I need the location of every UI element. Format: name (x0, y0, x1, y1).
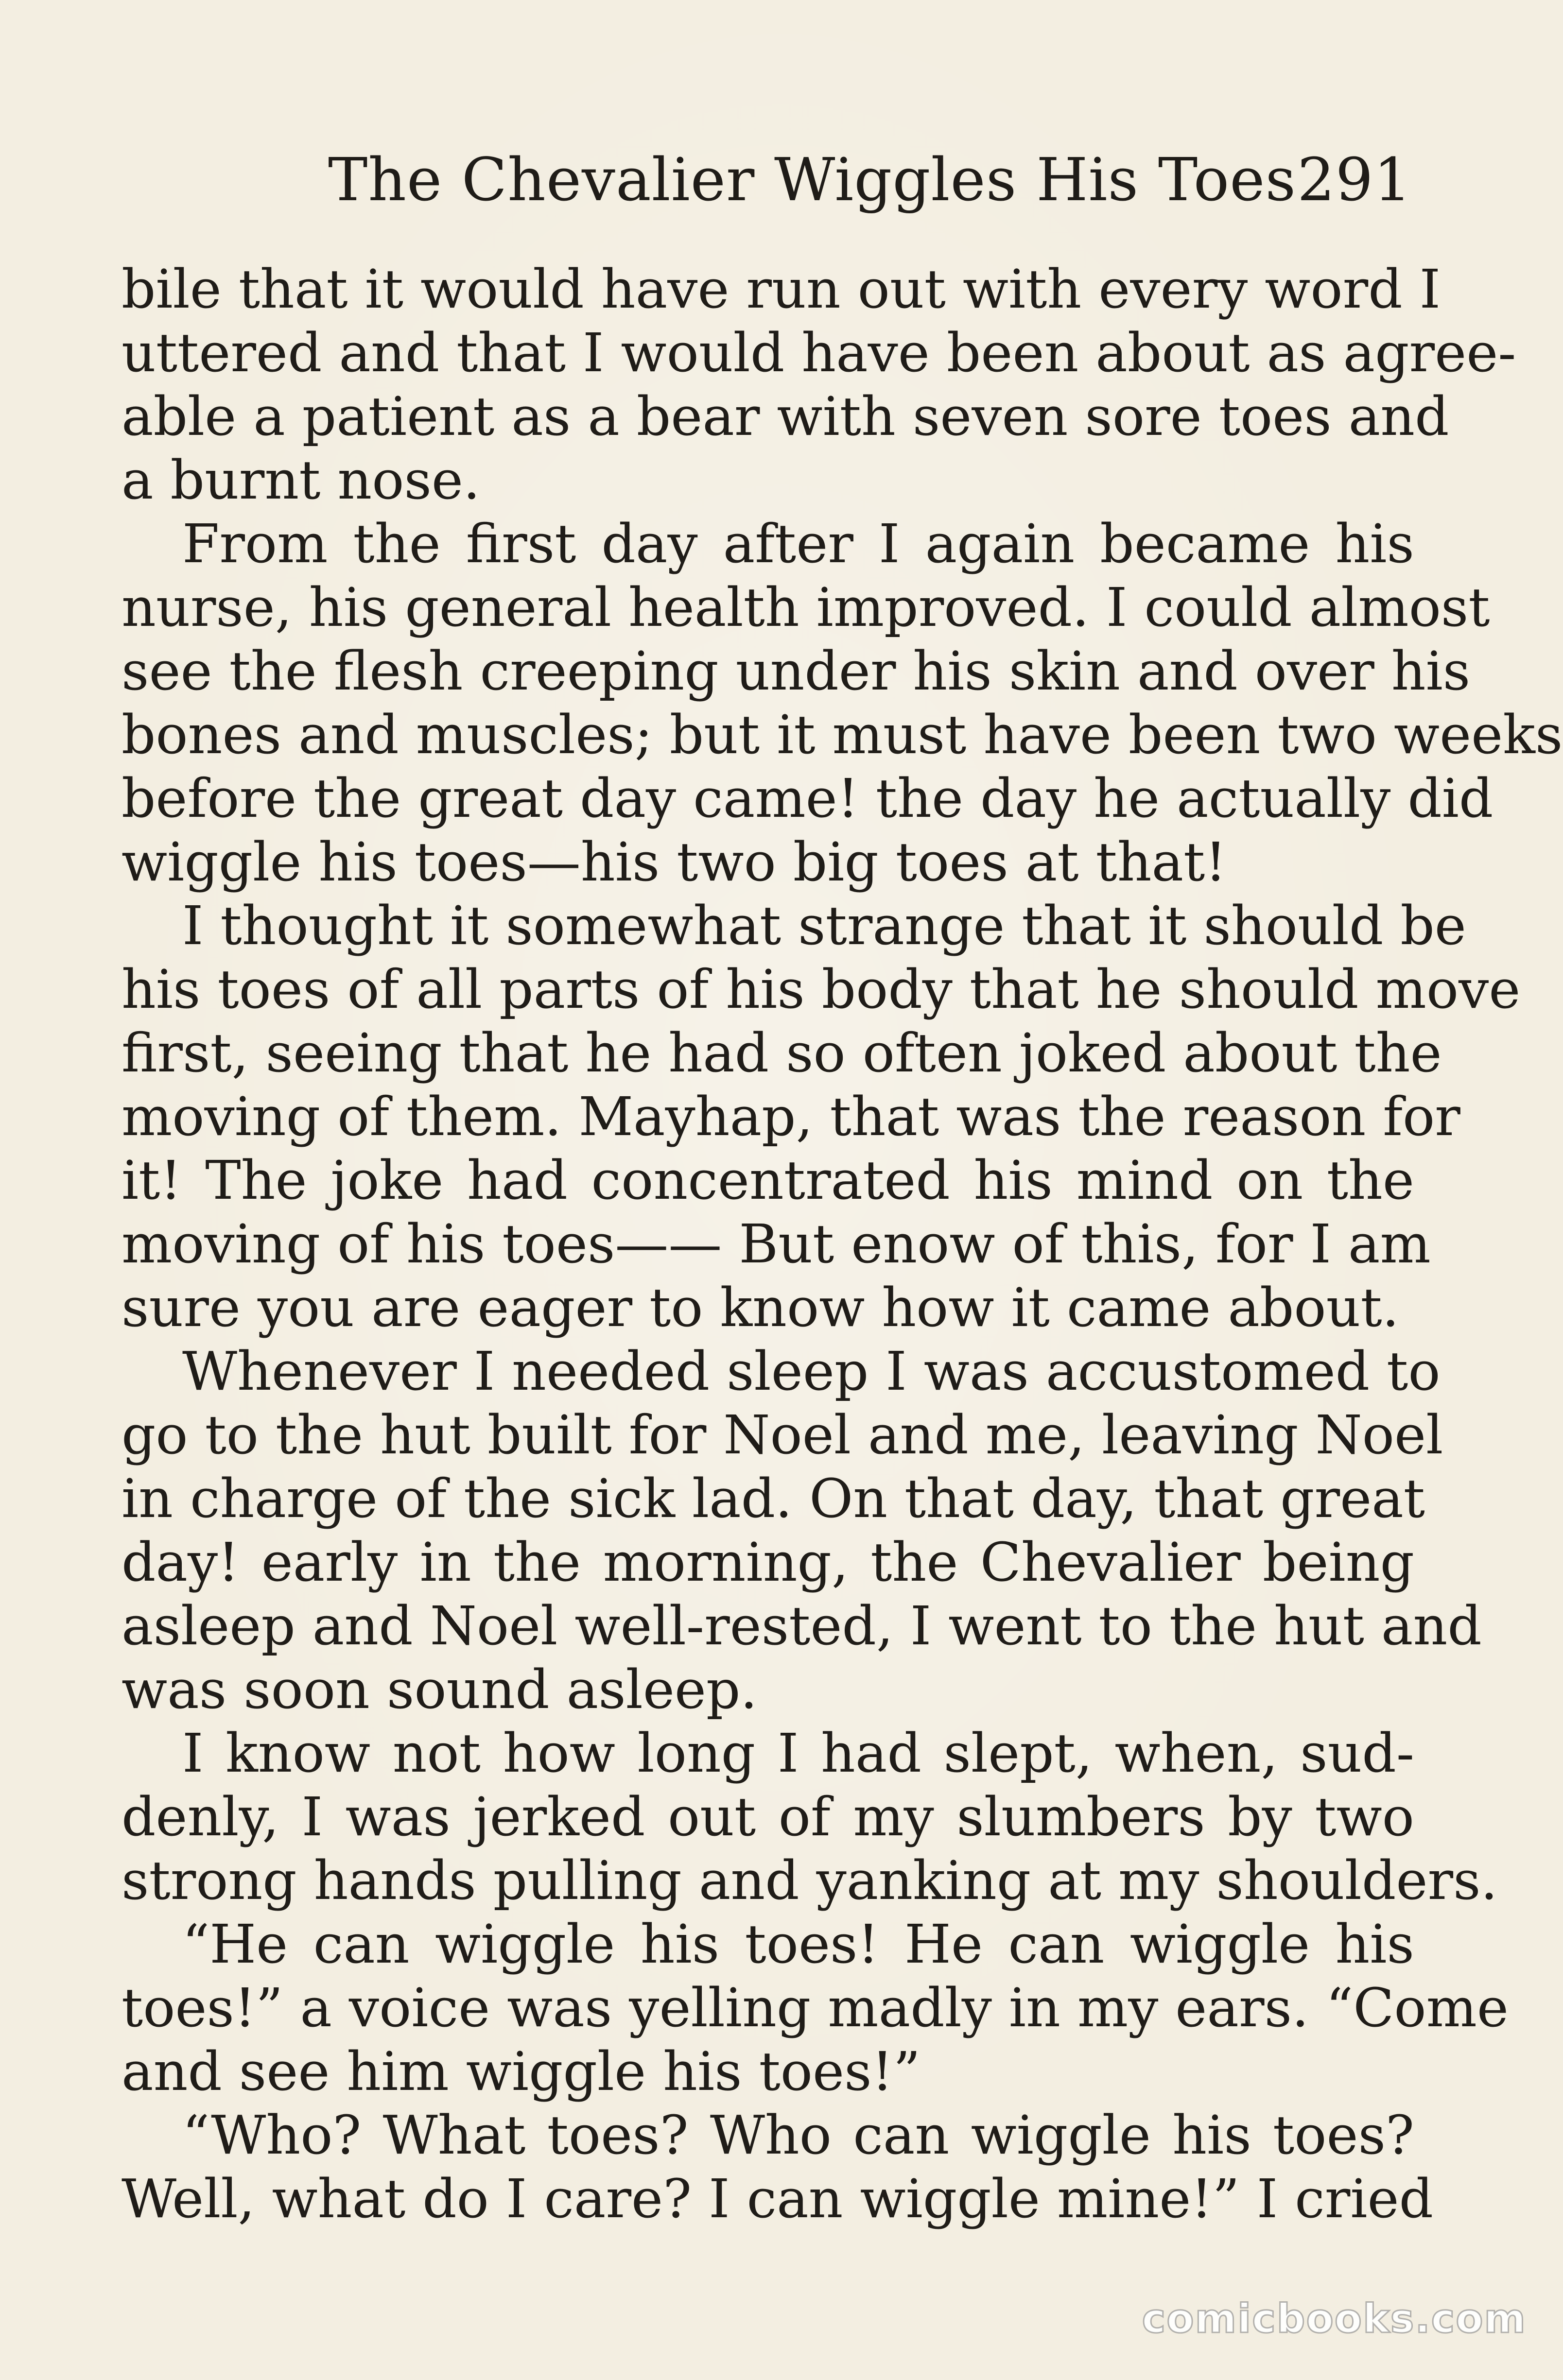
text-line: able a patient as a bear with seven sore toes and (122, 385, 1449, 448)
text-line: strong hands pulling and yanking at my shoulders. (122, 1849, 1498, 1912)
text-line: asleep and Noel well-rested, I went to the hut and (122, 1595, 1482, 1657)
text-line: and see him wiggle his toes!” (122, 2040, 920, 2103)
watermark: comicbooks.com (1142, 2296, 1527, 2342)
text-line: nurse, his general health improved. I could almost (122, 576, 1490, 638)
chapter-title: The Chevalier Wiggles His Toes (328, 145, 1297, 214)
text-line: I know not how long I had slept, when, sud- (182, 1722, 1414, 1784)
text-line: before the great day came! the day he actually did (122, 767, 1494, 829)
text-line: day! early in the morning, the Chevalier being (122, 1531, 1414, 1593)
text-line: wiggle his toes—his two big toes at that! (122, 831, 1227, 893)
text-line: moving of his toes—— But enow of this, for I am (122, 1213, 1431, 1275)
text-line: bile that it would have run out with every word I (122, 258, 1441, 320)
text-line: toes!” a voice was yelling madly in my ears. “Come (122, 1977, 1509, 2039)
text-line: moving of them. Mayhap, that was the reason for (122, 1086, 1460, 1148)
text-line: it! The joke had concentrated his mind on the (122, 1149, 1414, 1211)
text-line: go to the hut built for Noel and me, leaving Noel (122, 1404, 1443, 1466)
text-line: uttered and that I would have been about as agree- (122, 322, 1516, 384)
text-line: denly, I was jerked out of my slumbers by two (122, 1786, 1414, 1848)
text-line: a burnt nose. (122, 449, 480, 511)
text-line: see the flesh creeping under his skin and over his (122, 640, 1471, 702)
text-line: Well, what do I care? I can wiggle mine!” I cried (122, 2168, 1434, 2230)
text-line: “He can wiggle his toes! He can wiggle his (182, 1913, 1414, 1975)
page-number: 291 (1297, 145, 1412, 214)
text-line: From the first day after I again became his (182, 513, 1414, 575)
text-line: in charge of the sick lad. On that day, that great (122, 1467, 1425, 1530)
text-line: bones and muscles; but it must have been two weeks (122, 704, 1563, 766)
text-line: first, seeing that he had so often joked about the (122, 1022, 1442, 1084)
text-line: was soon sound asleep. (122, 1658, 758, 1721)
running-head (328, 141, 1412, 219)
body-text (122, 258, 1563, 2231)
text-line: his toes of all parts of his body that he should move (122, 958, 1521, 1020)
text-line: “Who? What toes? Who can wiggle his toes? (182, 2104, 1414, 2166)
text-line: sure you are eager to know how it came about. (122, 1276, 1399, 1339)
text-line: I thought it somewhat strange that it should be (182, 895, 1466, 957)
text-line: Whenever I needed sleep I was accustomed to (182, 1340, 1441, 1402)
